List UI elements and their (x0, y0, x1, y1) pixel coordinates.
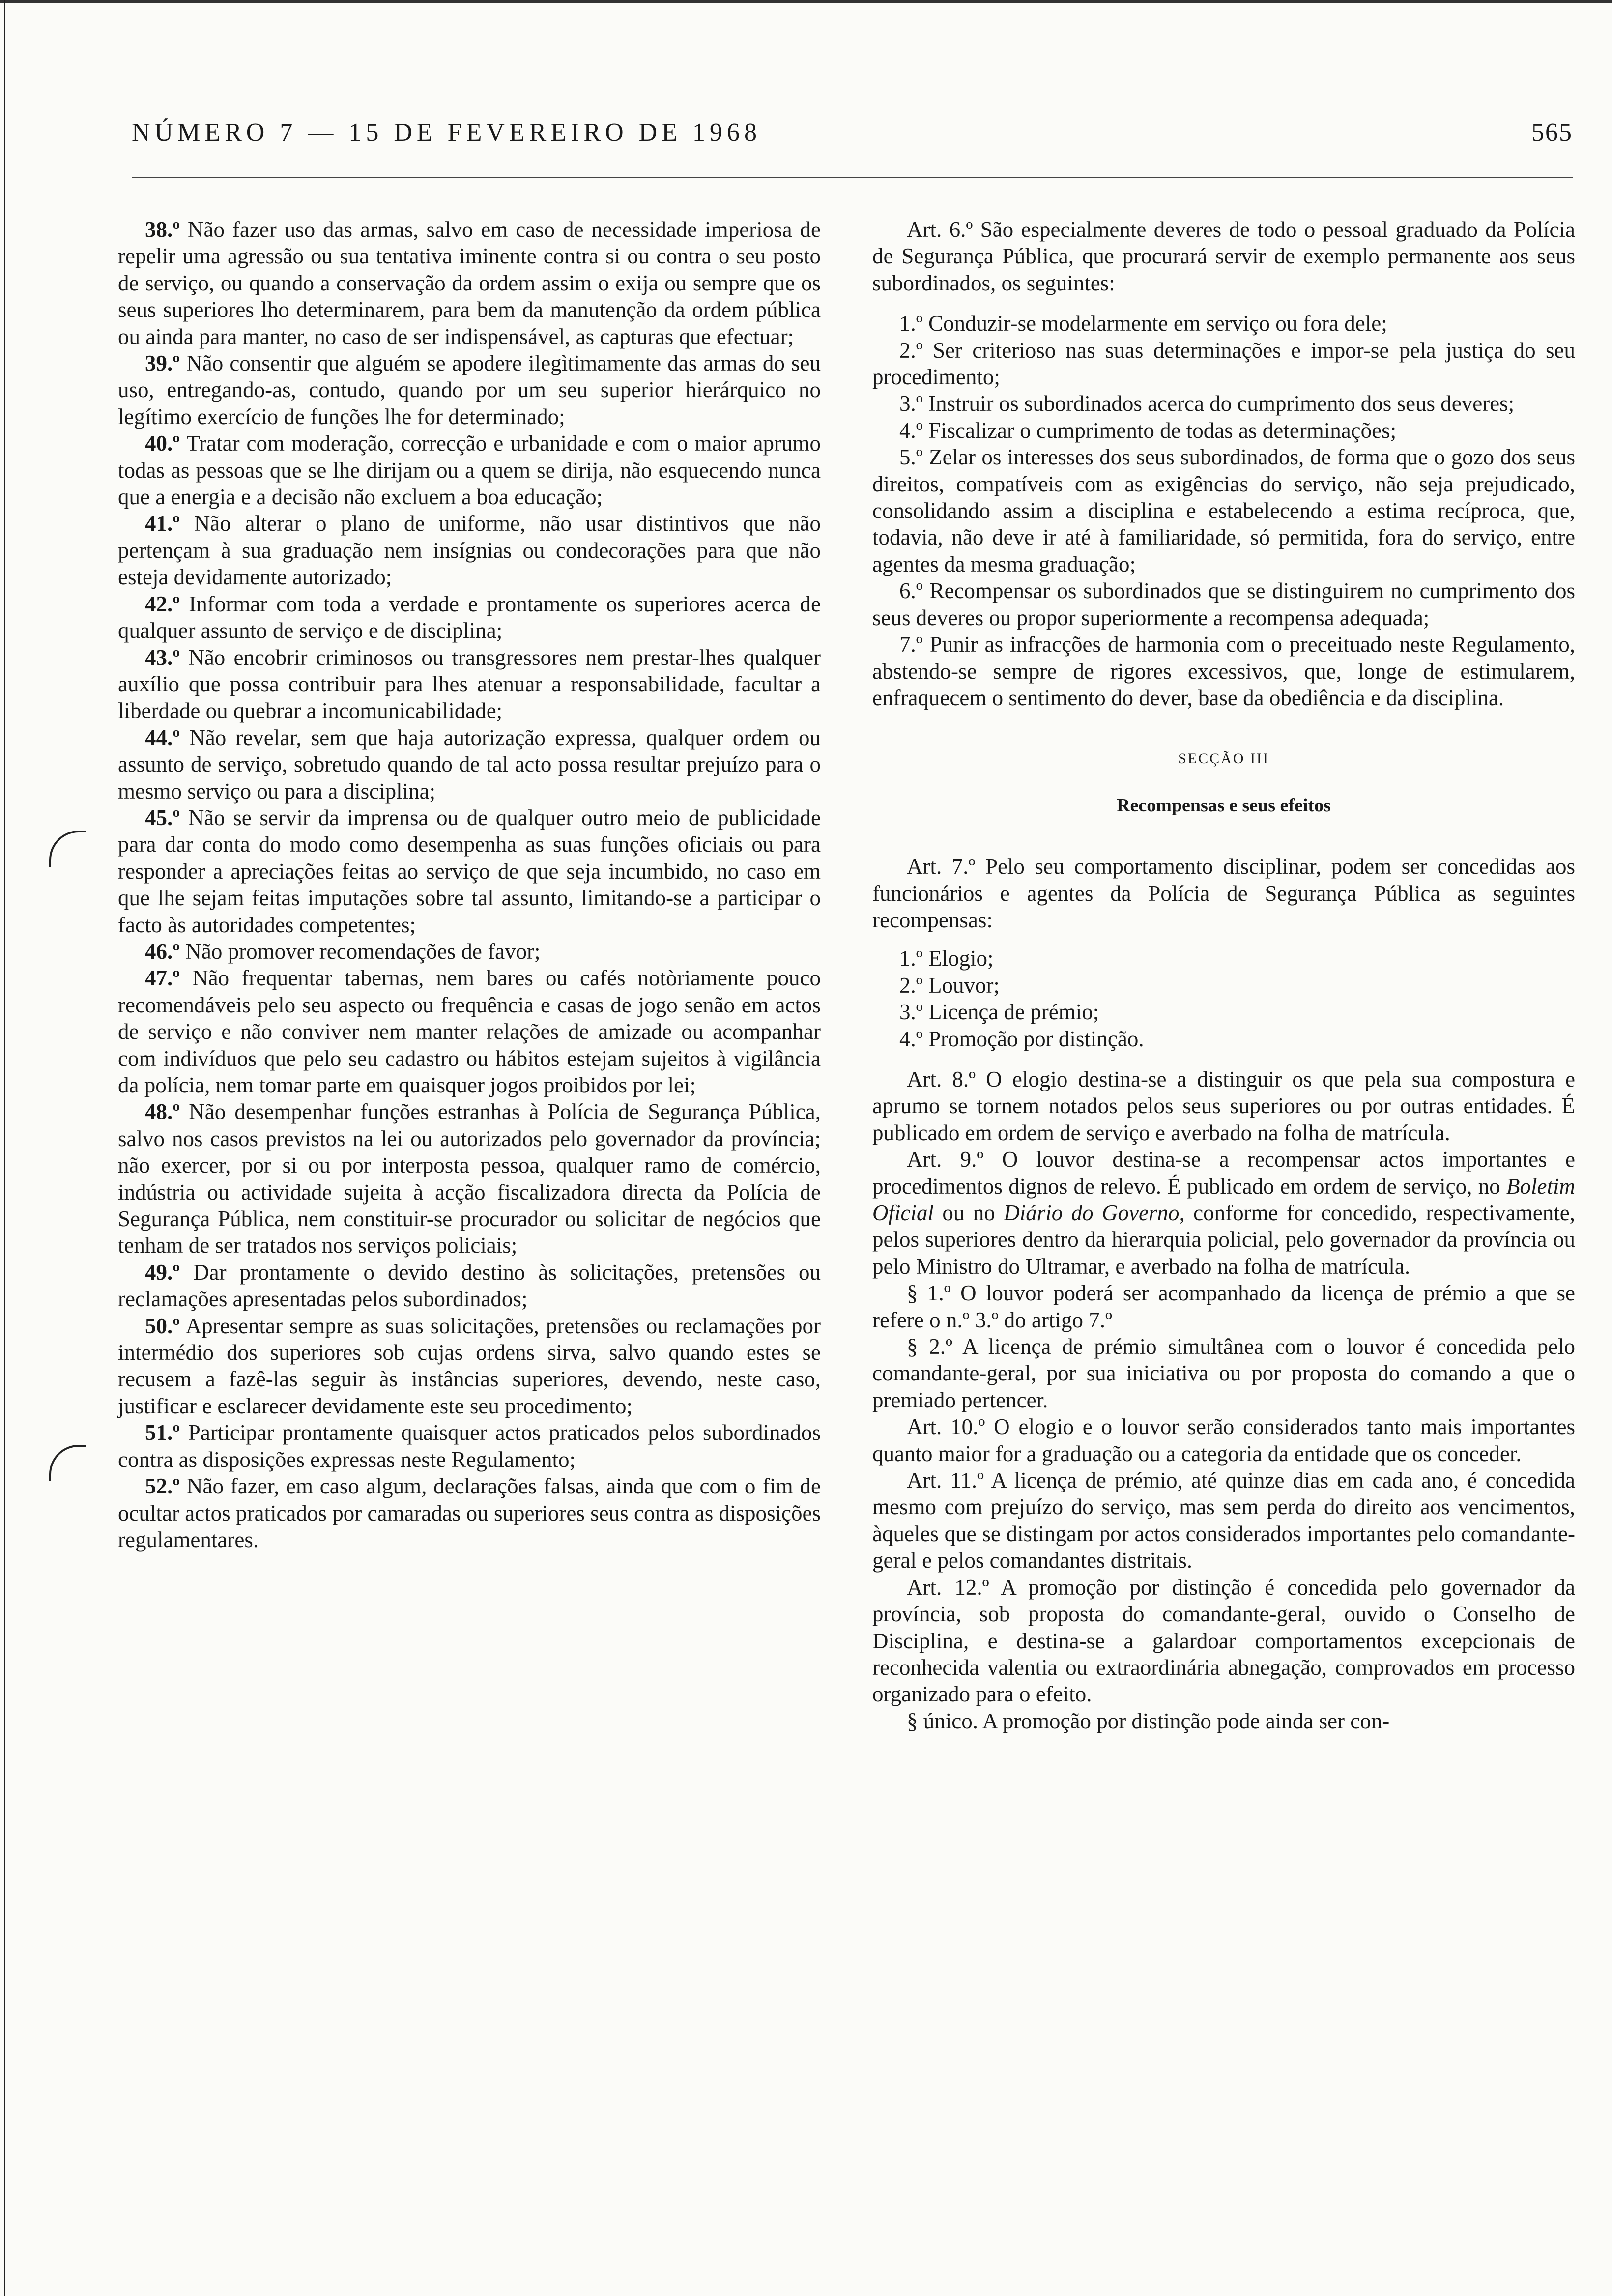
section-label: SECÇÃO III (1178, 750, 1269, 767)
margin-bracket-mark (49, 1445, 86, 1481)
article-6-intro: Art. 6.º São especialmente deveres de todo o pessoal graduado da Polícia de Segurança Pública, que procurará servir de exemplo permanente aos seus subordinados, os seguintes: (872, 217, 1575, 295)
article-11: Art. 11.º A licença de prémio, até quinze dias em cada ano, é concedida mesmo com prejuízo do serviço, mas sem perda do direito aos vencimentos, àqueles que se distingam por actos considerados importantes pelo comandante-geral e pelos comandantes distritais. (872, 1468, 1575, 1573)
duty-item: 46.º Não promover recomendações de favor; (145, 939, 541, 964)
list-item: 2.º Louvor; (899, 973, 1000, 998)
right-column (872, 216, 1575, 1734)
article-6-list (872, 310, 1575, 337)
list-item: 1.º Elogio; (899, 946, 994, 971)
page-top-border (0, 0, 1612, 3)
list-item: 4.º Fiscalizar o cumprimento de todas as determinações; (899, 418, 1397, 443)
section-title: Recompensas e seus efeitos (1117, 795, 1331, 816)
boletim-oficial: Boletim Oficial (872, 1174, 1575, 1225)
list-item: 6.º Recompensar os subordinados que se distinguirem no cumprimento dos seus deveres ou propor superiormente a recompensa adequada; (872, 578, 1575, 630)
duty-item: 45.º Não se servir da imprensa ou de qualquer outro meio de publicidade para dar conta do modo como desempenha as suas funções oficiais ou para responder a apreciações feitas ao serviço de que seja incumbido, no caso em que lhe sejam feitas imputações sobre tal assunto, limitando-se a participar o facto às autoridades competentes; (118, 805, 821, 937)
duty-item: 50.º Apresentar sempre as suas solicitações, pretensões ou reclamações por intermédio dos superiores sob cujas ordens sirva, salvo quando estes se recusem a fazê-las seguir às instâncias superiores, devendo, neste caso, justificar e esclarecer devidamente este seu procedimento; (118, 1313, 821, 1418)
list-item: 1.º Conduzir-se modelarmente em serviço ou fora dele; (899, 311, 1387, 336)
list-item: 3.º Instruir os subordinados acerca do cumprimento dos seus deveres; (899, 391, 1515, 416)
article-7-intro: Art. 7.º Pelo seu comportamento disciplinar, podem ser concedidas aos funcionários e agentes da Polícia de Segurança Pública as seguintes recompensas: (872, 854, 1575, 932)
running-header (132, 118, 1573, 157)
list-item: 3.º Licença de prémio; (899, 1000, 1099, 1025)
duty-item: 39.º Não consentir que alguém se apodere ilegìtimamente das armas do seu uso, entregando-as, contudo, quando por um seu superior hierárquico no legítimo exercício de funções lhe for determinado; (118, 351, 821, 429)
left-column (118, 216, 821, 1553)
duty-item: 42.º Informar com toda a verdade e prontamente os superiores acerca de qualquer assunto de serviço e de disciplina; (118, 591, 821, 643)
duty-item: 41.º Não alterar o plano de uniforme, não usar distintivos que não pertençam à sua graduação nem insígnias ou condecorações para que não esteja devidamente autorizado; (118, 511, 821, 590)
duty-item: 38.º Não fazer uso das armas, salvo em caso de necessidade imperiosa de repelir uma agressão ou sua tentativa iminente contra si ou contra o seu posto de serviço, ou quando a conservação da ordem assim o exija ou sempre que os seus superiores lho determinarem, para bem da manutenção da ordem pública ou ainda para manter, no caso de ser indispensável, as capturas que efectuar; (118, 217, 821, 349)
running-title: NÚMERO 7 — 15 DE FEVEREIRO DE 1968 (132, 118, 761, 146)
list-item: 2.º Ser criterioso nas suas determinações e impor-se pela justiça do seu procedimento; (872, 338, 1575, 390)
header-rule (132, 177, 1573, 178)
article-9-paragraph-2: § 2.º A licença de prémio simultânea com o louvor é concedida pelo comandante-geral, por sua iniciativa ou por proposta do comando a que o premiado pertencer. (872, 1334, 1575, 1412)
article-7-list (872, 945, 1575, 1052)
duty-item: 52.º Não fazer, em caso algum, declarações falsas, ainda que com o fim de ocultar actos praticados por camaradas ou superiores seus contra as disposições regulamentares. (118, 1474, 821, 1552)
diario-do-governo: Diário do Governo, (1004, 1201, 1185, 1225)
duty-item: 48.º Não desempenhar funções estranhas à Polícia de Segurança Pública, salvo nos casos previstos na lei ou autorizados pelo governador da província; não exercer, por si ou por interposta pessoa, qualquer ramo de comércio, indústria ou actividade sujeita à acção fiscalizadora directa da Polícia de Segurança Pública, nem constituir-se procurador ou solicitar de negócios que tenham de ser tratados nos serviços policiais; (118, 1099, 821, 1258)
list-item: 7.º Punir as infracções de harmonia com o preceituado neste Regulamento, abstendo-se sempre de rigores excessivos, que, longe de estimularem, enfraquecem o sentimento do dever, base da obediência e da disciplina. (872, 632, 1575, 710)
duty-item: 47.º Não frequentar tabernas, nem bares ou cafés notòriamente pouco recomendáveis pelo seu aspecto ou frequência e casas de jogo senão em actos de serviço e não conviver nem manter relações de amizade ou acompanhar com indivíduos que pelo seu cadastro ou hábitos estejam sujeitos à vigilância da polícia, nem tomar parte em quaisquer jogos proibidos por lei; (118, 966, 821, 1097)
duty-item: 44.º Não revelar, sem que haja autorização expressa, qualquer ordem ou assunto de serviço, sobretudo quando de tal acto possa resultar prejuízo para o mesmo serviço ou para a disciplina; (118, 725, 821, 804)
page-number: 565 (1531, 118, 1573, 146)
duty-item: 43.º Não encobrir criminosos ou transgressores nem prestar-lhes qualquer auxílio que possa contribuir para lhes atenuar a responsabilidade, facultar a liberdade ou quebrar a incomunicabilidade; (118, 645, 821, 723)
page-left-border (4, 0, 5, 2296)
article-12-paragraph-unico: § único. A promoção por distinção pode ainda ser con- (907, 1708, 1390, 1733)
article-9-paragraph-1: § 1.º O louvor poderá ser acompanhado da licença de prémio a que se refere o n.º 3.º do artigo 7.º (872, 1281, 1575, 1332)
article-12: Art. 12.º A promoção por distinção é concedida pelo governador da província, sob proposta do comandante-geral, ouvido o Conselho de Disciplina, e destina-se a galardoar comportamentos excepcionais de reconhecida valentia ou extraordinária abnegação, comprovados em processo organizado para o efeito. (872, 1575, 1575, 1707)
list-item: 5.º Zelar os interesses dos seus subordinados, de forma que o gozo dos seus direitos, compatíveis com as exigências do serviço, não seja prejudicado, consolidando assim a disciplina e estabelecendo a estima recíproca, que, todavia, não deve ir até à familiaridade, só permitida, fora do serviço, entre agentes da mesma graduação; (872, 445, 1575, 576)
article-9: Art. 9.º O louvor destina-se a recompensar actos importantes e procedimentos dignos de relevo. É publicado em ordem de serviço, no Boletim Oficial ou no Diário do Governo, conforme for concedido, respectivamente, pelos superiores dentro da hierarquia policial, pelo governador da província ou pelo Ministro do Ultramar, e averbado na folha de matrícula. (872, 1147, 1576, 1279)
duty-item: 49.º Dar prontamente o devido destino às solicitações, pretensões ou reclamações apresentadas pelos subordinados; (118, 1260, 821, 1312)
duty-item: 40.º Tratar com moderação, correcção e urbanidade e com o maior aprumo todas as pessoas que se lhe dirijam ou a quem se dirija, não esquecendo nunca que a energia e a decisão não excluem a boa educação; (118, 431, 821, 510)
article-8: Art. 8.º O elogio destina-se a distinguir os que pela sua compostura e aprumo se tornem notados pelos seus superiores ou por outras entidades. É publicado em ordem de serviço e averbado na folha de matrícula. (872, 1066, 1575, 1145)
article-10: Art. 10.º O elogio e o louvor serão considerados tanto mais importantes quanto maior for a graduação ou a categoria da entidade que os conceder. (872, 1414, 1575, 1466)
list-item: 4.º Promoção por distinção. (899, 1026, 1144, 1051)
duty-item: 51.º Participar prontamente quaisquer actos praticados pelos subordinados contra as disposições expressas neste Regulamento; (118, 1420, 821, 1472)
margin-bracket-mark (49, 831, 86, 867)
